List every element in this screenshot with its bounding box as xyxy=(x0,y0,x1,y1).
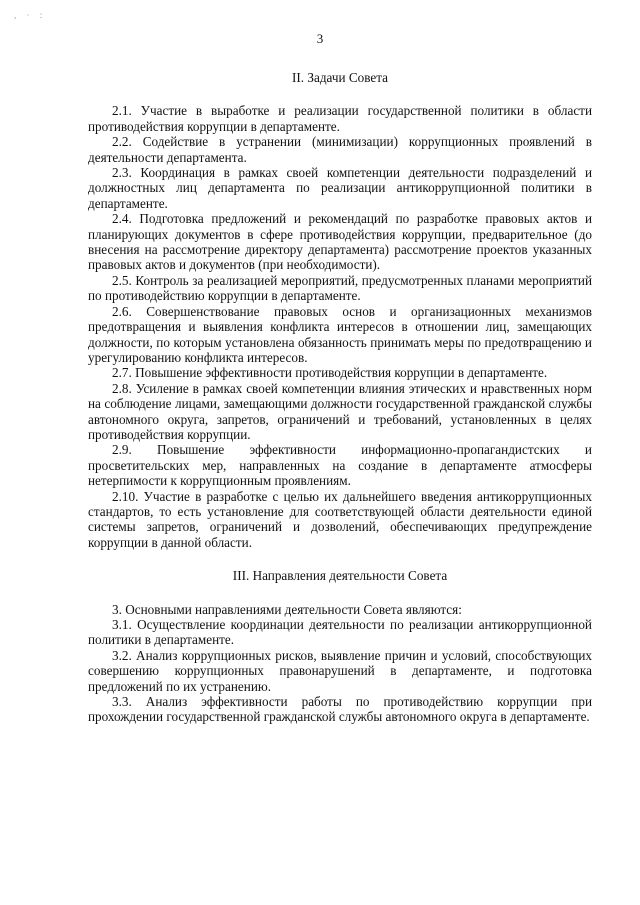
document-body xyxy=(88,70,592,725)
section-2-item: 2.7. Повышение эффективности противодействия коррупции в департаменте. xyxy=(112,365,548,381)
page-number: 3 xyxy=(316,31,324,46)
section-2-item: 2.6. Совершенствование правовых основ и организационных механизмов предотвращения и выявления конфликта интересов в отношении лиц, замещающих должности, по которым установлена обязанность принимать меры по предотвращению и урегулированию конфликта интересов. xyxy=(88,303,592,365)
section-3-item: 3.2. Анализ коррупционных рисков, выявление причин и условий, способствующих совершению коррупционных правонарушений в департаменте, и подготовка предложений по их устранению. xyxy=(88,647,592,694)
section-3-item: 3.3. Анализ эффективности работы по противодействию коррупции при прохождении государственной гражданской службы автономного округа в департаменте. xyxy=(88,694,592,725)
section-spacer xyxy=(88,550,592,568)
section-2-item: 2.2. Содействие в устранении (минимизации) коррупционных проявлений в деятельности департамента. xyxy=(88,134,592,165)
section-2-heading: II. Задачи Совета xyxy=(291,70,389,85)
section-2-item: 2.1. Участие в выработке и реализации государственной политики в области противодействия коррупции в департаменте. xyxy=(88,103,592,134)
section-2-item: 2.5. Контроль за реализацией мероприятий, предусмотренных планами мероприятий по противодействию коррупции в департаменте. xyxy=(88,272,592,304)
section-2-item: 2.10. Участие в разработке с целью их дальнейшего введения антикоррупционных стандартов, то есть установление для соответствующей области деятельности единой системы запретов, ограничений и дозволений, обеспечивающих предупреждение коррупции в данной области. xyxy=(88,488,592,550)
section-3-item: 3.1. Осуществление координации деятельности по реализации антикоррупционной политики в департаменте. xyxy=(88,617,592,648)
section-2-item: 2.9. Повышение эффективности информационно-пропагандистских и просветительских мер, направленных на создание в департаменте атмосферы нетерпимости к коррупционным проявлениям. xyxy=(88,442,592,489)
scan-artifact: , · : xyxy=(14,10,47,20)
section-3-item: 3. Основными направлениями деятельности Совета являются: xyxy=(112,601,462,617)
section-2-item: 2.8. Усиление в рамках своей компетенции влияния этических и нравственных норм на соблюдение лицами, замещающими должности государственной гражданской службы автономного округа, запретов, ограничений и требований, установленных в целях противодействия коррупции. xyxy=(88,380,592,442)
section-3-heading: III. Направления деятельности Совета xyxy=(232,568,448,584)
section-2-item: 2.3. Координация в рамках своей компетенции деятельности подразделений и должностных лиц департамента по реализации антикоррупционной политики в департаменте. xyxy=(88,165,592,211)
section-2-item: 2.4. Подготовка предложений и рекомендаций по разработке правовых актов и планирующих документов в сфере противодействия коррупции, предварительное (до внесения на рассмотрение директору департамента) рассмотрение проектов указанных правовых актов и документов (при необходимости). xyxy=(88,211,592,273)
